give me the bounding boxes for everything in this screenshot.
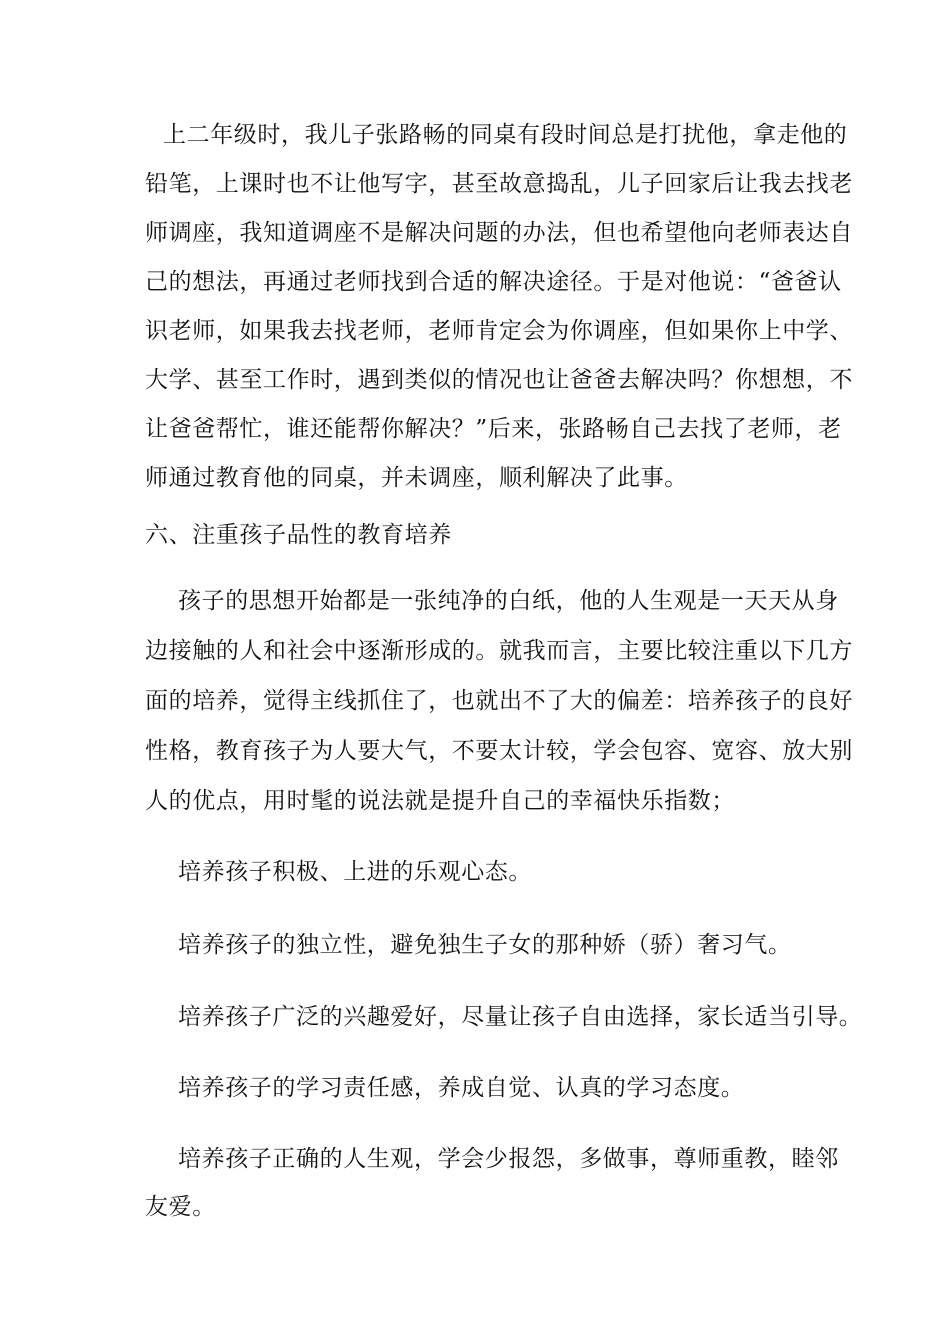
paragraph1-line: 让爸爸帮忙，谁还能帮你解决？”后来，张路畅自己去找了老师，老 <box>145 416 842 442</box>
list-item: 培养孩子的学习责任感，养成自觉、认真的学习态度。 <box>178 1075 745 1101</box>
paragraph1-line: 识老师，如果我去找老师，老师肯定会为你调座，但如果你上中学、 <box>145 318 853 344</box>
paragraph2-line: 面的培养，觉得主线抓住了，也就出不了大的偏差：培养孩子的良好 <box>145 688 853 714</box>
paragraph2-line: 人的优点，用时髦的说法就是提升自己的幸福快乐指数； <box>145 788 735 814</box>
list-item-continuation: 友爱。 <box>145 1194 216 1220</box>
list-item: 培养孩子的独立性，避免独生子女的那种娇（骄）奢习气。 <box>178 932 792 958</box>
paragraph2-line: 边接触的人和社会中逐渐形成的。就我而言，主要比较注重以下几方 <box>145 638 853 664</box>
paragraph1-line: 大学、甚至工作时，遇到类似的情况也让爸爸去解决吗？你想想，不 <box>145 367 853 393</box>
paragraph1-line: 铅笔，上课时也不让他写字，甚至故意捣乱，儿子回家后让我去找老 <box>145 171 853 197</box>
paragraph2-line: 性格，教育孩子为人要大气，不要太计较，学会包容、宽容、放大别 <box>145 738 853 764</box>
paragraph1-line: 师通过教育他的同桌，并未调座，顺利解决了此事。 <box>145 465 688 491</box>
paragraph1-line: 师调座，我知道调座不是解决问题的办法，但也希望他向老师表达自 <box>145 220 853 246</box>
paragraph1-line: 上二年级时，我儿子张路畅的同桌有段时间总是打扰他，拿走他的 <box>163 122 848 148</box>
list-item: 培养孩子积极、上进的乐观心态。 <box>178 859 532 885</box>
paragraph2-line: 孩子的思想开始都是一张纯净的白纸，他的人生观是一天天从身 <box>178 588 839 614</box>
section-heading: 六、注重孩子品性的教育培养 <box>145 522 452 548</box>
paragraph1-line: 己的想法，再通过老师找到合适的解决途径。于是对他说：“爸爸认 <box>145 269 842 295</box>
list-item: 培养孩子广泛的兴趣爱好，尽量让孩子自由选择，家长适当引导。 <box>178 1004 863 1030</box>
list-item: 培养孩子正确的人生观，学会少报怨，多做事，尊师重教，睦邻 <box>178 1146 839 1172</box>
